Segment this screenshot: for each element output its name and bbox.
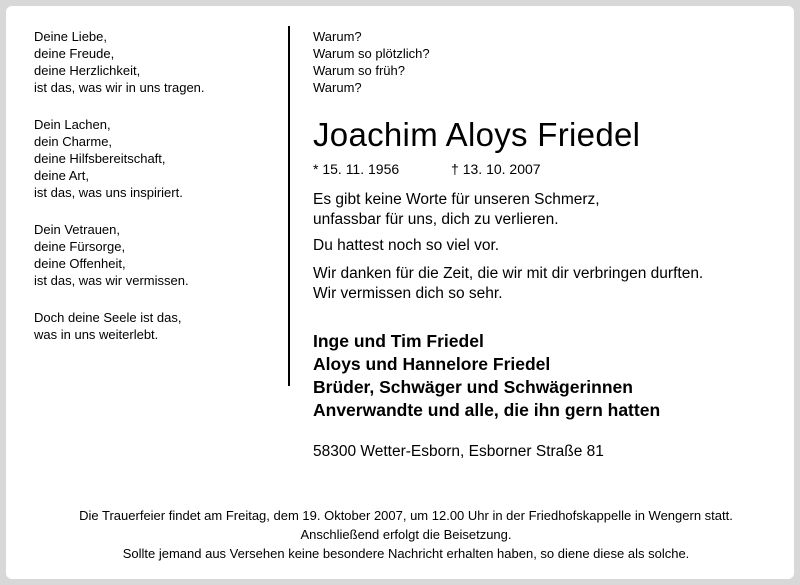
message-line: Wir vermissen dich so sehr. (313, 285, 503, 302)
poem-line: was in uns weiterlebt. (34, 327, 159, 342)
poem-stanza (34, 28, 284, 96)
deceased-name: Joachim Aloys Friedel (313, 116, 641, 153)
poem-line: deine Fürsorge, (34, 239, 126, 254)
question-line: Warum so plötzlich? (313, 46, 430, 61)
obituary-card (6, 6, 794, 579)
poem-stanza (34, 116, 284, 201)
notice-line: Anschließend erfolgt die Beisetzung. (300, 527, 512, 542)
notice-line: Die Trauerfeier findet am Freitag, dem 19. Oktober 2007, um 12.00 Uhr in der Friedhofskappelle in Wengern statt. (79, 508, 733, 523)
message-line: Wir danken für die Zeit, die wir mit dir verbringen durften. (313, 265, 704, 282)
mourner-line: Inge und Tim Friedel (313, 331, 484, 351)
mourners-list (313, 330, 783, 422)
funeral-notice (6, 506, 800, 563)
poem-line: ist das, was wir vermissen. (34, 273, 189, 288)
message-paragraph (313, 264, 783, 304)
question-line: Warum? (313, 29, 362, 44)
poem-line: deine Herzlichkeit, (34, 63, 141, 78)
poem-line: dein Charme, (34, 134, 113, 149)
birth-date: * 15. 11. 1956 (313, 161, 400, 177)
poem-line: deine Hilfsbereitschaft, (34, 151, 166, 166)
questions (313, 28, 783, 96)
main-column (313, 28, 783, 462)
poem-line: Dein Lachen, (34, 117, 111, 132)
vertical-divider (288, 26, 290, 386)
poem-line: deine Art, (34, 168, 89, 183)
message-paragraph (313, 190, 783, 230)
mourner-line: Brüder, Schwäger und Schwägerinnen (313, 377, 633, 397)
address: 58300 Wetter-Esborn, Esborner Straße 81 (313, 443, 604, 460)
poem (34, 28, 284, 363)
message-line: Es gibt keine Worte für unseren Schmerz, (313, 191, 600, 208)
poem-line: deine Offenheit, (34, 256, 126, 271)
poem-line: ist das, was uns inspiriert. (34, 185, 183, 200)
poem-stanza (34, 221, 284, 289)
poem-line: Doch deine Seele ist das, (34, 310, 182, 325)
poem-line: Dein Vetrauen, (34, 222, 121, 237)
question-line: Warum so früh? (313, 63, 405, 78)
mourner-line: Anverwandte und alle, die ihn gern hatten (313, 400, 661, 420)
question-line: Warum? (313, 80, 362, 95)
life-dates (313, 160, 783, 178)
message-line: Du hattest noch so viel vor. (313, 237, 500, 254)
message-line: unfassbar für uns, dich zu verlieren. (313, 211, 559, 228)
notice-line: Sollte jemand aus Versehen keine besondere Nachricht erhalten haben, so diene diese als solche. (122, 546, 690, 561)
death-date: † 13. 10. 2007 (451, 161, 541, 177)
mourner-line: Aloys und Hannelore Friedel (313, 354, 551, 374)
poem-stanza (34, 309, 284, 343)
poem-line: Deine Liebe, (34, 29, 107, 44)
message-paragraph (313, 236, 783, 256)
poem-line: ist das, was wir in uns tragen. (34, 80, 205, 95)
poem-line: deine Freude, (34, 46, 115, 61)
